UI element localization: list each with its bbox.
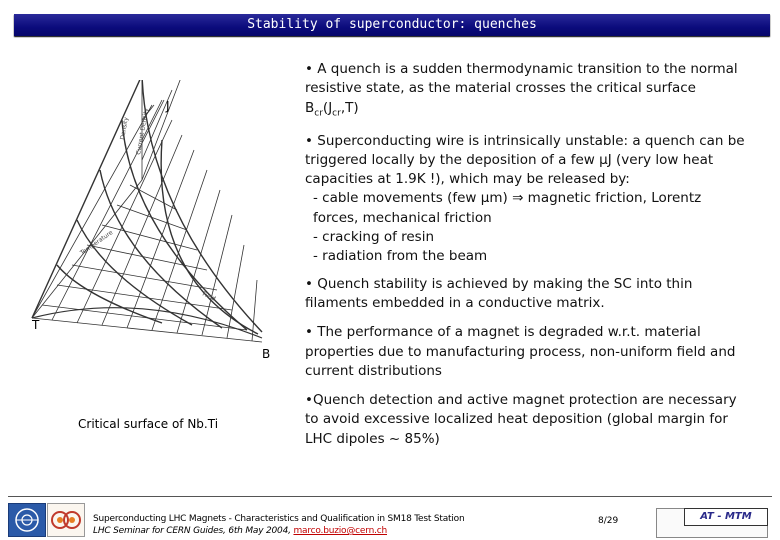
svg-text:Current Density: Current Density [135, 107, 151, 156]
sub-bullet-cable-movements: - cable movements (few µm) ⇒ magnetic friction, Lorentz forces, mechanical friction [313, 190, 702, 226]
figure-caption: Critical surface of Nb.Ti [78, 417, 219, 431]
bullet-list [305, 60, 745, 449]
slide-title: Stability of superconductor: quenches [14, 14, 770, 36]
page-number: 8/29 [598, 516, 619, 526]
footer-email-link[interactable]: marco.buzio@cern.ch [293, 526, 387, 536]
lhc-logo-icon [47, 503, 85, 537]
axis-label-t: T [32, 318, 40, 332]
critical-surface-figure [22, 80, 302, 380]
axis-label-j: J [166, 99, 170, 113]
bullet-performance: • The performance of a magnet is degraded w.r.t. material properties due to manufacturing process, non-uniform field and current distributions [305, 324, 736, 379]
bullet-stability: • Quench stability is achieved by making the SC into thin filaments embedded in a conductive matrix. [305, 275, 693, 311]
footer-line-2: LHC Seminar for CERN Guides, 6th May 2004, marco.buzio@cern.ch [93, 526, 387, 536]
department-logo: AT - MTM [684, 508, 768, 526]
axis-b [32, 318, 262, 342]
cern-logo-icon [8, 503, 46, 537]
sub-bullet-resin: - cracking of resin [313, 229, 435, 246]
bullet-quench-definition: • A quench is a sudden thermodynamic transition to the normal resistive state, as the material crosses the critical surface $B_{cr}(J_{cr},T)$ [305, 61, 738, 119]
sub-bullet-radiation: - radiation from the beam [313, 248, 488, 265]
svg-text:Temperature: Temperature [79, 229, 115, 257]
footer-line-1: Superconducting LHC Magnets - Characteristics and Qualification in SM18 Test Station [93, 514, 465, 524]
svg-text:Density: Density [119, 116, 130, 141]
svg-text:Field: Field [201, 290, 217, 303]
footer-divider [8, 496, 772, 497]
bullet-instability: • Superconducting wire is intrinsically unstable: a quench can be triggered locally by the deposition of a few µJ (very low heat capacities at 1.9K !), which may be released by: [305, 132, 745, 188]
bullet-detection: •Quench detection and active magnet protection are necessary to avoid excessive localized heat deposition (global margin for LHC dipoles ~ 85%) [305, 392, 737, 447]
axis-label-b: B [262, 347, 271, 361]
footer-text [93, 513, 464, 537]
